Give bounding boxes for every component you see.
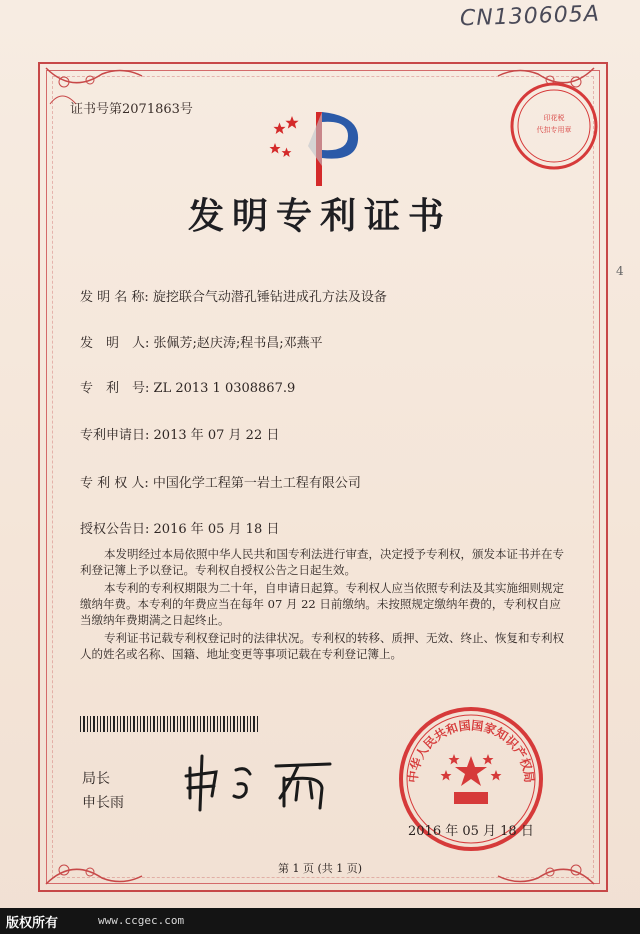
field-grant-date xyxy=(80,518,279,537)
tax-stamp-seal xyxy=(508,80,600,172)
director-signature xyxy=(180,748,360,818)
patent-office-logo-icon xyxy=(268,106,368,190)
watermark-footer-bar xyxy=(0,908,640,934)
field-label: 专 利 号: xyxy=(80,381,150,396)
field-inventors xyxy=(80,332,323,351)
copyright-label: 版权所有 xyxy=(6,916,59,931)
director-name: 申长雨 xyxy=(82,795,124,811)
field-label: 专 利 权 人: xyxy=(80,476,149,491)
field-label: 专利申请日: xyxy=(80,428,150,443)
svg-text:代扣专用章: 代扣专用章 xyxy=(536,126,572,134)
website-url: www.ccgec.com xyxy=(98,914,185,927)
margin-mark: 4 xyxy=(616,264,624,278)
field-invention-name xyxy=(80,286,387,305)
body-paragraph: 本发明经过本局依照中华人民共和国专利法进行审查，决定授予专利权，颁发本证书并在专利登记簿上予以登记。专利权自授权公告之日起生效。 xyxy=(80,547,564,577)
field-application-date xyxy=(80,424,279,443)
field-label: 授权公告日: xyxy=(80,522,150,537)
director-title: 局长 xyxy=(82,771,110,787)
certificate-body xyxy=(80,546,570,664)
field-value: ZL 2013 1 0308867.9 xyxy=(153,381,296,396)
body-paragraph: 专利证书记载专利权登记时的法律状况。专利权的转移、质押、无效、终止、恢复和专利权人的姓名或名称、国籍、地址变更等事项记载在专利登记簿上。 xyxy=(80,631,564,661)
field-value: 2013 年 07 月 22 日 xyxy=(153,428,280,443)
certificate-number: 证书号第2071863号 xyxy=(70,102,193,117)
barcode-icon xyxy=(80,716,260,732)
field-value: 旋挖联合气动潜孔锤钻进成孔方法及设备 xyxy=(152,290,387,305)
field-value: 张佩芳;赵庆涛;程书昌;邓燕平 xyxy=(153,336,323,351)
field-patent-number xyxy=(80,377,295,396)
handwritten-number: CN130605A xyxy=(459,1,601,32)
seal-date: 2016 年 05 月 18 日 xyxy=(408,824,534,839)
corner-ornament-bottom-left xyxy=(42,828,162,888)
field-value: 2016 年 05 月 18 日 xyxy=(153,522,280,537)
certificate-title: 发明专利证书 xyxy=(187,196,452,237)
body-paragraph: 本专利的专利权期限为二十年，自申请日起算。专利权人应当依照专利法及其实施细则规定缴纳年费。本专利的年费应当在每年 07 月 22 日前缴纳。未按照规定缴纳年费的，专利权自应当缴纳年费期满之日起终止。 xyxy=(80,581,564,627)
field-patentee xyxy=(80,472,361,491)
seal-text: 中华人民共和国国家知识产权局 xyxy=(405,718,537,784)
field-label: 发 明 人: xyxy=(80,336,150,351)
page-number: 第 1 页 (共 1 页) xyxy=(277,862,363,875)
field-value: 中国化学工程第一岩土工程有限公司 xyxy=(152,476,361,491)
field-label: 发 明 名 称: xyxy=(80,290,149,305)
svg-text:印花税: 印花税 xyxy=(543,114,565,122)
